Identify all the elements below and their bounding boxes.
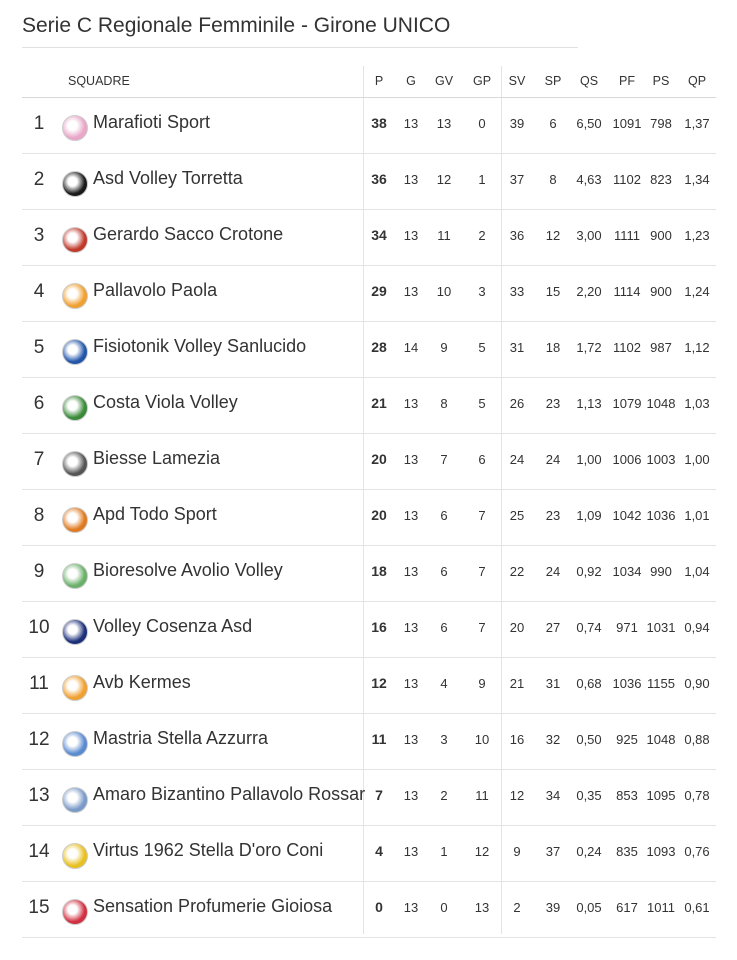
rank: 13: [28, 785, 50, 806]
cell-p: 20: [371, 507, 387, 523]
cell-qp: 0,88: [684, 732, 710, 747]
cell-sv: 25: [509, 508, 525, 523]
header-squadre[interactable]: SQUADRE: [68, 74, 130, 88]
cell-p: 7: [375, 787, 383, 803]
cell-gp: 11: [475, 788, 489, 803]
cell-ps: 990: [650, 564, 672, 579]
cell-g: 13: [403, 676, 419, 691]
rank: 3: [33, 225, 45, 246]
cell-g: 13: [403, 396, 419, 411]
cell-qp: 0,94: [684, 620, 710, 635]
cell-qp: 1,00: [684, 452, 710, 467]
cell-g: 13: [403, 732, 419, 747]
team-name[interactable]: Biesse Lamezia: [93, 448, 221, 468]
team-logo-icon: [62, 731, 88, 757]
cell-g: 13: [403, 228, 419, 243]
cell-sp: 32: [545, 732, 561, 747]
cell-sv: 37: [509, 172, 525, 187]
cell-g: 13: [403, 844, 419, 859]
table-row[interactable]: [22, 714, 716, 770]
cell-qp: 1,37: [684, 116, 710, 131]
team-name[interactable]: Marafioti Sport: [93, 112, 211, 132]
cell-p: 34: [371, 227, 387, 243]
rank: 9: [33, 561, 45, 582]
cell-pf: 1091: [612, 116, 642, 131]
cell-sv: 36: [509, 228, 525, 243]
team-logo-icon: [62, 787, 88, 813]
cell-qs: 0,35: [576, 788, 602, 803]
cell-pf: 835: [616, 844, 638, 859]
rank: 11: [29, 673, 49, 694]
table-row[interactable]: [22, 602, 716, 658]
cell-ps: 823: [650, 172, 672, 187]
header-p[interactable]: P: [374, 74, 384, 88]
cell-p: 12: [371, 675, 387, 691]
header-qs[interactable]: QS: [579, 74, 599, 88]
cell-pf: 1034: [612, 564, 642, 579]
cell-qp: 0,90: [684, 676, 710, 691]
team-name[interactable]: Mastria Stella Azzurra: [93, 728, 269, 748]
cell-ps: 1048: [646, 396, 676, 411]
cell-sp: 23: [545, 396, 561, 411]
cell-qs: 3,00: [576, 228, 602, 243]
header-pf[interactable]: PF: [619, 74, 635, 88]
cell-qs: 1,72: [576, 340, 602, 355]
cell-qs: 0,92: [576, 564, 602, 579]
cell-gv: 2: [440, 788, 448, 803]
cell-sv: 16: [509, 732, 525, 747]
cell-sp: 8: [549, 172, 557, 187]
rank: 4: [33, 281, 45, 302]
cell-pf: 853: [616, 788, 638, 803]
cell-p: 4: [375, 843, 383, 859]
cell-gp: 0: [478, 116, 486, 131]
cell-sp: 6: [549, 116, 557, 131]
table-body: [22, 98, 716, 938]
cell-qs: 1,13: [576, 396, 602, 411]
team-name[interactable]: Avb Kermes: [93, 672, 191, 692]
cell-g: 14: [403, 340, 419, 355]
cell-g: 13: [403, 172, 419, 187]
table-row[interactable]: [22, 658, 716, 714]
cell-qp: 0,78: [684, 788, 710, 803]
cell-qs: 4,63: [576, 172, 602, 187]
cell-ps: 1093: [646, 844, 676, 859]
cell-sv: 24: [509, 452, 525, 467]
team-name[interactable]: Fisiotonik Volley Sanlucido: [93, 336, 307, 356]
team-logo-icon: [62, 115, 88, 141]
cell-qp: 1,34: [684, 172, 710, 187]
cell-qs: 0,05: [576, 900, 602, 915]
standings-table: [22, 66, 716, 938]
cell-ps: 1031: [646, 620, 676, 635]
team-name[interactable]: Gerardo Sacco Crotone: [93, 224, 284, 244]
cell-sp: 18: [545, 340, 561, 355]
cell-gp: 7: [478, 508, 486, 523]
table-row[interactable]: [22, 154, 716, 210]
team-logo-icon: [62, 283, 88, 309]
header-sv[interactable]: SV: [508, 74, 526, 88]
cell-p: 20: [371, 451, 387, 467]
cell-g: 13: [403, 452, 419, 467]
team-logo-icon: [62, 171, 88, 197]
cell-gp: 3: [478, 284, 486, 299]
cell-gv: 11: [437, 228, 451, 243]
cell-qp: 1,12: [684, 340, 710, 355]
cell-sp: 12: [545, 228, 561, 243]
cell-ps: 900: [650, 228, 672, 243]
cell-ps: 1011: [647, 900, 675, 915]
cell-sp: 23: [545, 508, 561, 523]
cell-pf: 1006: [612, 452, 642, 467]
rank: 1: [33, 113, 45, 134]
cell-gp: 12: [474, 844, 490, 859]
cell-gv: 10: [436, 284, 452, 299]
table-row[interactable]: [22, 434, 716, 490]
cell-sv: 9: [513, 844, 521, 859]
rank: 14: [28, 841, 50, 862]
cell-sv: 12: [509, 788, 525, 803]
cell-g: 13: [403, 508, 419, 523]
cell-qp: 1,23: [684, 228, 710, 243]
table-row[interactable]: [22, 490, 716, 546]
cell-gp: 9: [478, 676, 486, 691]
cell-qp: 1,03: [684, 396, 710, 411]
rank: 7: [33, 449, 45, 470]
rank: 2: [33, 169, 45, 190]
table-row[interactable]: [22, 98, 716, 154]
cell-gv: 6: [440, 564, 448, 579]
cell-p: 16: [371, 619, 387, 635]
cell-g: 13: [403, 788, 419, 803]
page-title: Serie C Regionale Femminile - Girone UNICO: [22, 14, 451, 37]
cell-ps: 1036: [646, 508, 676, 523]
cell-ps: 987: [650, 340, 672, 355]
cell-gv: 6: [440, 620, 448, 635]
team-name[interactable]: Volley Cosenza Asd: [93, 616, 253, 636]
cell-gp: 1: [478, 172, 486, 187]
cell-ps: 1048: [646, 732, 676, 747]
table-row[interactable]: [22, 826, 716, 882]
cell-sv: 2: [513, 900, 521, 915]
table-header: [22, 66, 716, 98]
cell-sv: 22: [509, 564, 525, 579]
cell-gv: 7: [440, 452, 448, 467]
team-name[interactable]: Pallavolo Paola: [93, 280, 218, 300]
cell-p: 38: [371, 115, 387, 131]
cell-g: 13: [403, 620, 419, 635]
cell-sv: 31: [509, 340, 525, 355]
team-logo-icon: [62, 451, 88, 477]
rank: 12: [28, 729, 50, 750]
cell-sv: 33: [509, 284, 525, 299]
cell-qs: 0,74: [576, 620, 602, 635]
table-row[interactable]: [22, 266, 716, 322]
cell-ps: 900: [650, 284, 672, 299]
cell-qp: 1,04: [684, 564, 710, 579]
cell-pf: 971: [616, 620, 638, 635]
cell-qs: 0,24: [576, 844, 602, 859]
cell-qs: 6,50: [576, 116, 602, 131]
cell-gv: 0: [440, 900, 448, 915]
team-logo-icon: [62, 619, 88, 645]
rank: 8: [33, 505, 45, 526]
cell-g: 13: [403, 116, 419, 131]
cell-p: 28: [371, 339, 387, 355]
cell-sv: 39: [509, 116, 525, 131]
cell-p: 21: [371, 395, 387, 411]
cell-sp: 31: [545, 676, 561, 691]
cell-g: 13: [403, 284, 419, 299]
team-name[interactable]: Virtus 1962 Stella D'oro Coni: [93, 840, 324, 860]
team-logo-icon: [62, 395, 88, 421]
cell-gv: 13: [436, 116, 452, 131]
cell-ps: 1003: [646, 452, 676, 467]
table-row[interactable]: [22, 210, 716, 266]
team-name[interactable]: Asd Volley Torretta: [93, 168, 243, 188]
cell-qs: 0,68: [576, 676, 602, 691]
cell-g: 13: [403, 900, 419, 915]
cell-gp: 13: [474, 900, 490, 915]
cell-p: 36: [371, 171, 387, 187]
cell-gp: 7: [478, 564, 486, 579]
cell-gp: 6: [478, 452, 486, 467]
team-logo-icon: [62, 563, 88, 589]
cell-gv: 1: [440, 844, 448, 859]
cell-qs: 1,09: [576, 508, 602, 523]
cell-gv: 8: [440, 396, 448, 411]
table-row[interactable]: [22, 322, 716, 378]
cell-sv: 26: [509, 396, 525, 411]
rank: 6: [33, 393, 45, 414]
cell-gv: 3: [440, 732, 448, 747]
cell-ps: 798: [650, 116, 672, 131]
cell-pf: 1079: [612, 396, 642, 411]
table-row[interactable]: [22, 770, 716, 826]
cell-qp: 0,76: [684, 844, 710, 859]
team-name[interactable]: Sensation Profumerie Gioiosa: [93, 896, 333, 916]
table-row[interactable]: [22, 882, 716, 938]
cell-pf: 1042: [612, 508, 642, 523]
cell-qp: 1,24: [684, 284, 710, 299]
cell-p: 11: [371, 731, 387, 747]
table-row[interactable]: [22, 546, 716, 602]
team-name[interactable]: Amaro Bizantino Pallavolo Rossar: [93, 784, 366, 804]
cell-sp: 24: [545, 452, 561, 467]
cell-qs: 1,00: [576, 452, 602, 467]
rank: 5: [33, 337, 45, 358]
cell-pf: 1036: [612, 676, 642, 691]
header-ps[interactable]: PS: [652, 74, 670, 88]
cell-pf: 617: [616, 900, 638, 915]
cell-pf: 1102: [613, 172, 641, 187]
header-qp[interactable]: QP: [687, 74, 707, 88]
cell-sp: 24: [545, 564, 561, 579]
cell-sp: 39: [545, 900, 561, 915]
cell-gp: 7: [478, 620, 486, 635]
cell-ps: 1095: [646, 788, 676, 803]
team-name[interactable]: Apd Todo Sport: [93, 504, 217, 524]
cell-sp: 27: [545, 620, 561, 635]
team-logo-icon: [62, 675, 88, 701]
cell-p: 18: [371, 563, 387, 579]
cell-pf: 1114: [613, 284, 641, 299]
rank: 10: [28, 617, 50, 638]
rank: 15: [28, 897, 50, 918]
cell-sv: 21: [509, 676, 525, 691]
cell-gv: 4: [440, 676, 448, 691]
cell-sp: 37: [545, 844, 561, 859]
cell-ps: 1155: [647, 676, 675, 691]
cell-gp: 10: [474, 732, 490, 747]
title-divider: [22, 47, 578, 48]
cell-pf: 925: [616, 732, 638, 747]
header-gp[interactable]: GP: [472, 74, 492, 88]
cell-gp: 2: [478, 228, 486, 243]
cell-qp: 0,61: [684, 900, 710, 915]
cell-gp: 5: [478, 396, 486, 411]
cell-p: 29: [371, 283, 387, 299]
cell-qp: 1,01: [684, 508, 710, 523]
team-logo-icon: [62, 843, 88, 869]
cell-sp: 34: [545, 788, 561, 803]
cell-gv: 6: [440, 508, 448, 523]
cell-p: 0: [375, 899, 383, 915]
team-logo-icon: [62, 339, 88, 365]
team-logo-icon: [62, 227, 88, 253]
header-g[interactable]: G: [406, 74, 416, 88]
cell-sv: 20: [509, 620, 525, 635]
team-logo-icon: [62, 899, 88, 925]
cell-gp: 5: [478, 340, 486, 355]
table-row[interactable]: [22, 378, 716, 434]
cell-pf: 1102: [613, 340, 641, 355]
team-logo-icon: [62, 507, 88, 533]
team-name[interactable]: Bioresolve Avolio Volley: [93, 560, 283, 580]
header-gv[interactable]: GV: [434, 74, 454, 88]
cell-g: 13: [403, 564, 419, 579]
team-name[interactable]: Costa Viola Volley: [93, 392, 238, 412]
cell-sp: 15: [545, 284, 561, 299]
cell-pf: 1111: [613, 228, 641, 243]
cell-gv: 12: [436, 172, 452, 187]
cell-gv: 9: [440, 340, 448, 355]
cell-qs: 0,50: [576, 732, 602, 747]
cell-qs: 2,20: [576, 284, 602, 299]
header-sp[interactable]: SP: [544, 74, 562, 88]
